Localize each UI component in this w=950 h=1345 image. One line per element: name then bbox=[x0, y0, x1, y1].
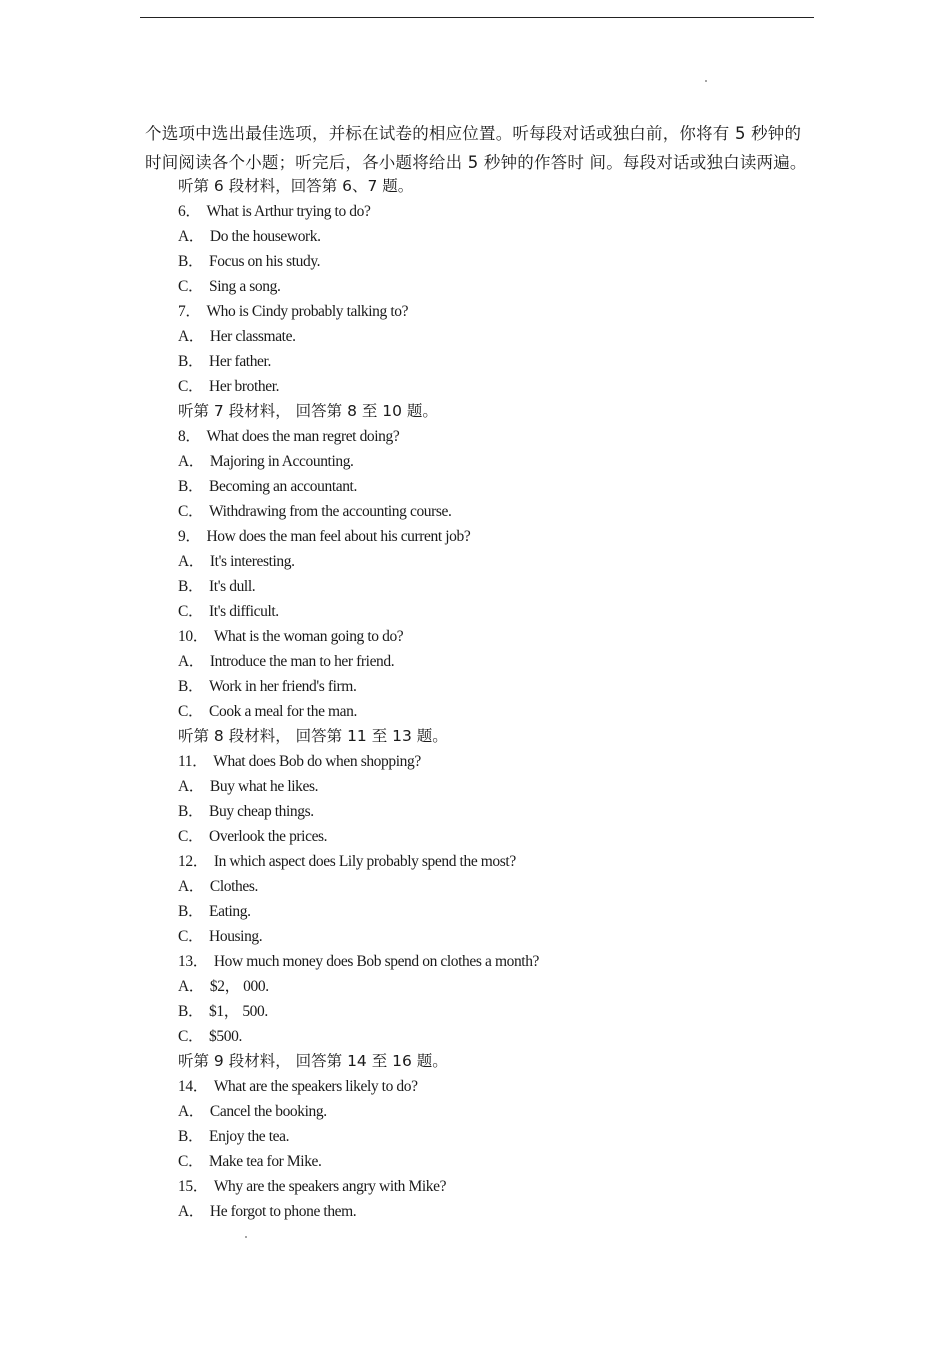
option-text: Cancel the booking. bbox=[209, 1103, 327, 1120]
question-list bbox=[178, 174, 818, 1224]
question-item bbox=[178, 524, 818, 549]
question-item bbox=[178, 849, 818, 874]
question-number: 14． bbox=[178, 1078, 208, 1095]
answer-option bbox=[178, 649, 818, 674]
question-item bbox=[178, 299, 818, 324]
section-header: 听第 9 段材料， 回答第 14 至 16 题。 bbox=[178, 1052, 448, 1070]
answer-option bbox=[178, 774, 818, 799]
option-text: $500. bbox=[209, 1028, 242, 1045]
option-letter: C． bbox=[178, 603, 204, 620]
speck-mark bbox=[245, 1236, 247, 1238]
question-item bbox=[178, 1174, 818, 1199]
answer-option bbox=[178, 549, 818, 574]
option-text: $2， 000. bbox=[209, 978, 269, 995]
header-rule bbox=[140, 17, 814, 18]
option-letter: B． bbox=[178, 353, 204, 370]
option-letter: C． bbox=[178, 828, 204, 845]
option-letter: C． bbox=[178, 378, 204, 395]
answer-option bbox=[178, 674, 818, 699]
option-text: Buy cheap things. bbox=[209, 803, 314, 820]
option-letter: B． bbox=[178, 578, 204, 595]
option-letter: A． bbox=[178, 1103, 204, 1120]
option-text: It's difficult. bbox=[209, 603, 279, 620]
question-item bbox=[178, 949, 818, 974]
option-text: Sing a song. bbox=[209, 278, 281, 295]
section-header: 听第 7 段材料， 回答第 8 至 10 题。 bbox=[178, 402, 438, 420]
question-text: In which aspect does Lily probably spend the most? bbox=[213, 853, 516, 870]
option-text: Clothes. bbox=[209, 878, 258, 895]
option-letter: B． bbox=[178, 903, 204, 920]
option-text: He forgot to phone them. bbox=[209, 1203, 357, 1220]
answer-option bbox=[178, 974, 818, 999]
answer-option bbox=[178, 349, 818, 374]
option-text: Becoming an accountant. bbox=[209, 478, 357, 495]
option-letter: B． bbox=[178, 678, 204, 695]
option-text: Withdrawing from the accounting course. bbox=[209, 503, 452, 520]
answer-option bbox=[178, 874, 818, 899]
instructions-paragraph bbox=[145, 119, 825, 177]
answer-option bbox=[178, 699, 818, 724]
question-text: How does the man feel about his current job? bbox=[206, 528, 471, 545]
option-text: Her classmate. bbox=[209, 328, 296, 345]
option-letter: A． bbox=[178, 878, 204, 895]
option-text: Her father. bbox=[209, 353, 271, 370]
option-letter: B． bbox=[178, 1128, 204, 1145]
answer-option bbox=[178, 824, 818, 849]
option-text: Introduce the man to her friend. bbox=[209, 653, 395, 670]
option-text: Her brother. bbox=[209, 378, 280, 395]
answer-option bbox=[178, 324, 818, 349]
question-text: Who is Cindy probably talking to? bbox=[206, 303, 409, 320]
option-letter: C． bbox=[178, 503, 204, 520]
option-text: Cook a meal for the man. bbox=[209, 703, 357, 720]
option-letter: A． bbox=[178, 778, 204, 795]
answer-option bbox=[178, 449, 818, 474]
option-text: $1， 500. bbox=[209, 1003, 268, 1020]
option-letter: B． bbox=[178, 478, 204, 495]
question-number: 9． bbox=[178, 528, 201, 545]
speck-mark bbox=[705, 80, 707, 82]
option-text: Overlook the prices. bbox=[209, 828, 328, 845]
option-text: Focus on his study. bbox=[209, 253, 321, 270]
option-text: Housing. bbox=[209, 928, 263, 945]
question-number: 12． bbox=[178, 853, 208, 870]
answer-option bbox=[178, 574, 818, 599]
question-item bbox=[178, 749, 818, 774]
option-letter: B． bbox=[178, 803, 204, 820]
answer-option bbox=[178, 1124, 818, 1149]
question-number: 7． bbox=[178, 303, 201, 320]
question-text: What does Bob do when shopping? bbox=[213, 753, 421, 770]
question-text: What are the speakers likely to do? bbox=[213, 1078, 418, 1095]
option-letter: C． bbox=[178, 703, 204, 720]
option-text: Buy what he likes. bbox=[209, 778, 319, 795]
option-letter: C． bbox=[178, 278, 204, 295]
answer-option bbox=[178, 224, 818, 249]
answer-option bbox=[178, 1199, 818, 1224]
option-letter: A． bbox=[178, 653, 204, 670]
instructions-line: 时间阅读各个小题；听完后，各小题将给出 5 秒钟的作答时 间。每段对话或独白读两遍。 bbox=[145, 153, 807, 172]
question-number: 11． bbox=[178, 753, 208, 770]
option-letter: A． bbox=[178, 553, 204, 570]
option-text: Enjoy the tea. bbox=[209, 1128, 290, 1145]
option-text: Eating. bbox=[209, 903, 251, 920]
option-text: Majoring in Accounting. bbox=[209, 453, 354, 470]
option-letter: C． bbox=[178, 1028, 204, 1045]
answer-option bbox=[178, 924, 818, 949]
answer-option bbox=[178, 799, 818, 824]
instructions-line: 个选项中选出最佳选项，并标在试卷的相应位置。听每段对话或独白前，你将有 5 秒钟的 bbox=[145, 124, 802, 143]
question-number: 15． bbox=[178, 1178, 208, 1195]
question-item bbox=[178, 624, 818, 649]
question-text: What is Arthur trying to do? bbox=[206, 203, 371, 220]
option-text: Do the housework. bbox=[209, 228, 321, 245]
option-letter: C． bbox=[178, 1153, 204, 1170]
question-item bbox=[178, 199, 818, 224]
question-text: Why are the speakers angry with Mike? bbox=[213, 1178, 447, 1195]
answer-option bbox=[178, 1149, 818, 1174]
answer-option bbox=[178, 249, 818, 274]
question-text: What does the man regret doing? bbox=[206, 428, 400, 445]
answer-option bbox=[178, 599, 818, 624]
option-letter: C． bbox=[178, 928, 204, 945]
option-text: Work in her friend's firm. bbox=[209, 678, 357, 695]
question-number: 8． bbox=[178, 428, 201, 445]
option-letter: B． bbox=[178, 1003, 204, 1020]
option-letter: A． bbox=[178, 228, 204, 245]
answer-option bbox=[178, 499, 818, 524]
answer-option bbox=[178, 899, 818, 924]
question-item bbox=[178, 424, 818, 449]
answer-option bbox=[178, 474, 818, 499]
section-header: 听第 6 段材料，回答第 6、7 题。 bbox=[178, 177, 414, 195]
question-number: 6． bbox=[178, 203, 201, 220]
option-letter: B． bbox=[178, 253, 204, 270]
option-text: It's dull. bbox=[209, 578, 256, 595]
answer-option bbox=[178, 274, 818, 299]
option-text: Make tea for Mike. bbox=[209, 1153, 322, 1170]
answer-option bbox=[178, 374, 818, 399]
option-letter: A． bbox=[178, 328, 204, 345]
option-letter: A． bbox=[178, 978, 204, 995]
question-text: How much money does Bob spend on clothes a month? bbox=[213, 953, 540, 970]
answer-option bbox=[178, 999, 818, 1024]
answer-option bbox=[178, 1099, 818, 1124]
question-number: 10． bbox=[178, 628, 208, 645]
question-number: 13． bbox=[178, 953, 208, 970]
question-item bbox=[178, 1074, 818, 1099]
section-header: 听第 8 段材料， 回答第 11 至 13 题。 bbox=[178, 727, 448, 745]
option-letter: A． bbox=[178, 453, 204, 470]
option-text: It's interesting. bbox=[209, 553, 295, 570]
question-text: What is the woman going to do? bbox=[213, 628, 404, 645]
option-letter: A． bbox=[178, 1203, 204, 1220]
answer-option bbox=[178, 1024, 818, 1049]
